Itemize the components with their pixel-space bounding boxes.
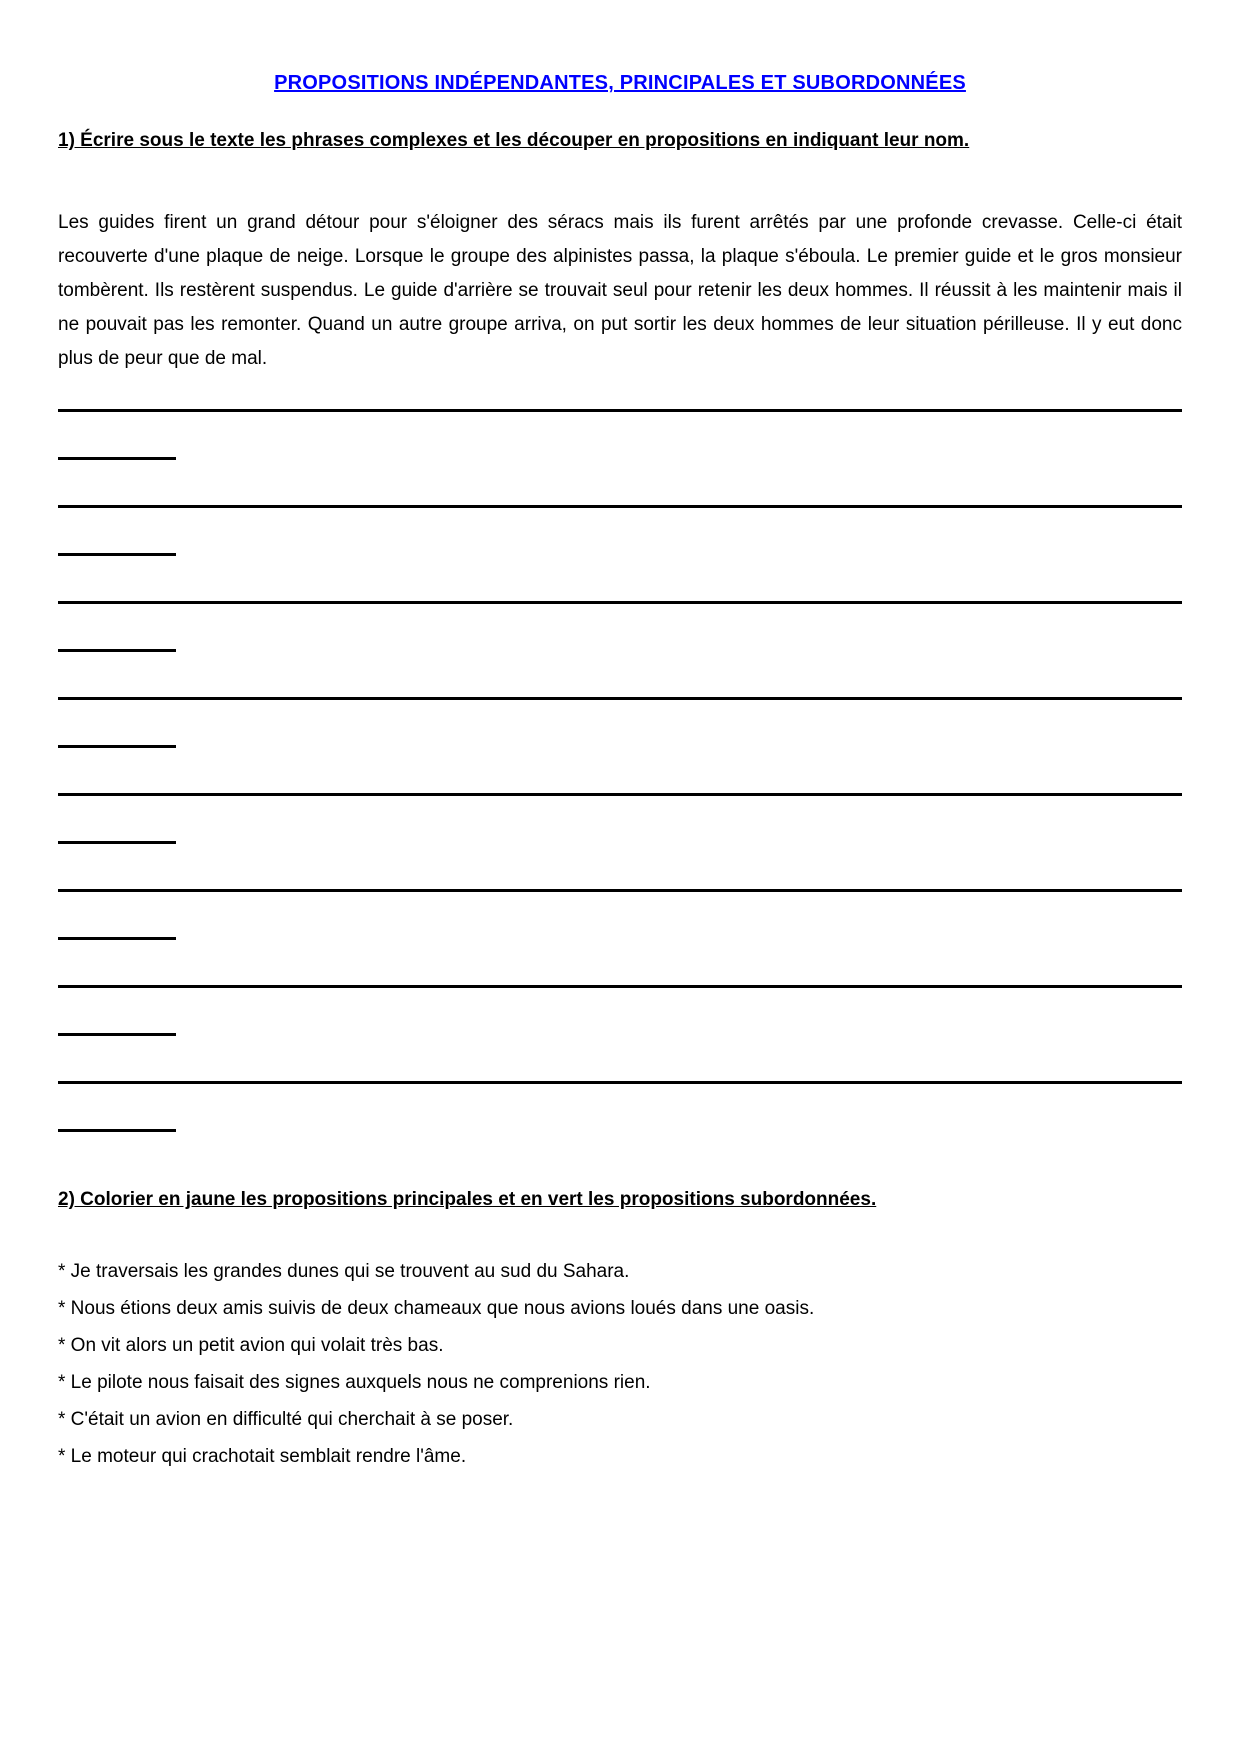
- answer-line-short: [58, 508, 176, 556]
- answer-line-long: [58, 940, 1182, 988]
- answer-line-long: [58, 376, 1182, 412]
- sentence-item: * On vit alors un petit avion qui volait très bas.: [58, 1335, 444, 1356]
- answer-line-short: [58, 1084, 176, 1132]
- sentence-item: * Le pilote nous faisait des signes auxquels nous ne comprenions rien.: [58, 1372, 651, 1393]
- sentence-list: [58, 1253, 1182, 1475]
- sentence-item: * Je traversais les grandes dunes qui se trouvent au sud du Sahara.: [58, 1261, 630, 1282]
- answer-lines: [58, 376, 1182, 1132]
- answer-line-short: [58, 700, 176, 748]
- answer-line-short: [58, 604, 176, 652]
- sentence-item: * C'était un avion en difficulté qui cherchait à se poser.: [58, 1409, 514, 1430]
- answer-line-long: [58, 1036, 1182, 1084]
- exercise2-heading: 2) Colorier en jaune les propositions principales et en vert les propositions subordonnées.: [58, 1189, 877, 1210]
- answer-line-short: [58, 412, 176, 460]
- answer-line-long: [58, 460, 1182, 508]
- answer-line-long: [58, 652, 1182, 700]
- page-title: PROPOSITIONS INDÉPENDANTES, PRINCIPALES ET SUBORDONNÉES: [274, 72, 966, 94]
- exercise1-heading: 1) Écrire sous le texte les phrases complexes et les découper en propositions en indiquant leur nom.: [58, 130, 970, 151]
- answer-line-long: [58, 556, 1182, 604]
- sentence-item: * Nous étions deux amis suivis de deux chameaux que nous avions loués dans une oasis.: [58, 1298, 815, 1319]
- sentence-item: * Le moteur qui crachotait semblait rendre l'âme.: [58, 1446, 467, 1467]
- exercise1-source-text: Les guides firent un grand détour pour s'éloigner des séracs mais ils furent arrêtés par une profonde crevasse. Celle-ci était recouverte d'une plaque de neige. Lorsque le groupe des alpinistes passa, la plaque s'éboula. Le premier guide et le gros monsieur tombèrent. Ils restèrent suspendus. Le guide d'arrière se trouvait seul pour retenir les deux hommes. Il réussit à les maintenir mais il ne pouvait pas les remonter. Quand un autre groupe arriva, on put sortir les deux hommes de leur situation périlleuse. Il y eut donc plus de peur que de mal.: [58, 212, 1182, 369]
- answer-line-short: [58, 796, 176, 844]
- answer-line-long: [58, 844, 1182, 892]
- answer-line-long: [58, 748, 1182, 796]
- answer-line-short: [58, 892, 176, 940]
- answer-line-short: [58, 988, 176, 1036]
